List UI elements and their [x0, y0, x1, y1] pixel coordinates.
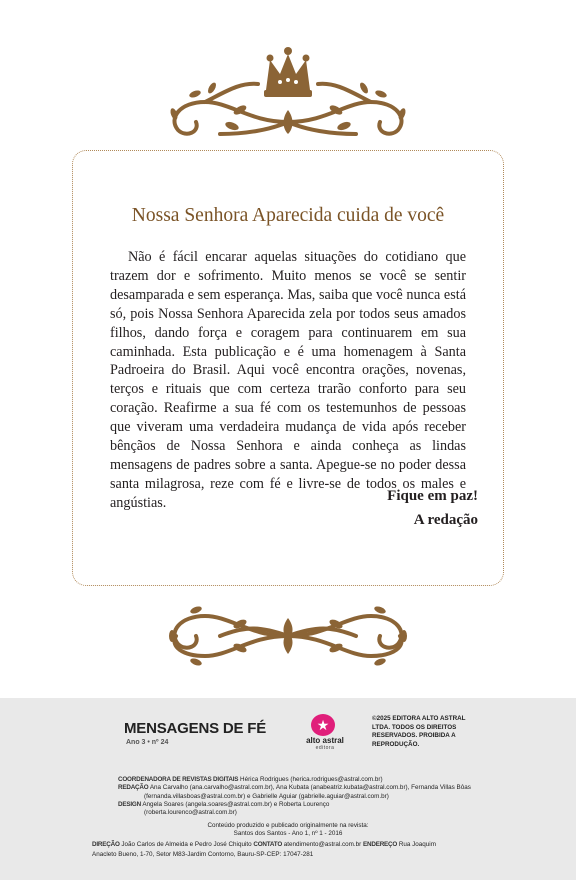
address-text-2: Anacleto Bueno, 1-70, Setor M83-Jardim Contorno, Bauru-SP-CEP: 17047-281: [92, 851, 314, 858]
contact-email: atendimento@astral.com.br: [283, 841, 362, 848]
contact-role: CONTATO: [253, 841, 283, 848]
credit-role: DESIGN: [118, 800, 141, 808]
star-icon: ★: [316, 717, 330, 733]
magazine-title: MENSAGENS DE FÉ: [124, 720, 267, 737]
article-body: [110, 248, 466, 513]
address-text: Rua Joaquim: [398, 841, 436, 848]
signoff-peace: Fique em paz!: [387, 488, 478, 504]
article-title: Nossa Senhora Aparecida cuida de você: [131, 205, 445, 226]
address-role: ENDEREÇO: [363, 841, 398, 848]
credit-text: Angela Soares (angela.soares@astral.com.br) e Roberta Lourenço: [142, 800, 330, 808]
credit-text: (fernanda.villasboas@astral.com.br) e Gabrielle Aguiar (gabrielle.aguiar@astral.com.br): [144, 792, 389, 800]
logo-subtitle: editora: [315, 745, 335, 751]
credit-line: [118, 793, 478, 801]
credit-text: Hérica Rodrigues (herica.rodrigues@astral.com.br): [240, 776, 383, 783]
direction-role: DIREÇÃO: [92, 841, 120, 848]
credit-line: [118, 784, 478, 792]
contact-line: [92, 850, 492, 860]
direction-text: João Carlos de Almeida e Pedro José Chiquito: [121, 841, 252, 848]
logo-name: alto astral: [306, 736, 344, 745]
origin-note: Conteúdo produzido e publicado originalmente na revista:: [207, 822, 369, 829]
signoff-editorial: A redação: [413, 512, 478, 528]
scroll-ornament: [0, 596, 576, 676]
contact-line: [92, 840, 492, 850]
credit-text: (roberta.lourenco@astral.com.br): [144, 809, 237, 817]
credit-line: [118, 801, 478, 809]
credit-role: REDAÇÃO: [118, 784, 149, 792]
alto-astral-logo: [300, 714, 350, 751]
staff-credits: [118, 776, 478, 817]
credit-role: COORDENADORA DE REVISTAS DIGITAIS: [118, 776, 239, 783]
crown-scroll-ornament: [0, 30, 576, 140]
credit-text: Ana Carvalho (ana.carvalho@astral.com.br), Ana Kubata (anabeatriz.kubata@astral.com.br), Fernanda Villas Bôas: [149, 784, 471, 792]
article-paragraph: Não é fácil encarar aquelas situações do cotidiano que trazem dor e sofrimento. Muito menos se você se sentir desamparada e sem esperança. Mas, saiba que você nunca está só, pois Nossa Senhora Aparecida zela por todos seus amados filhos, dando força e coragem para continuarem em sua caminhada. Esta publicação e é uma homenagem à Santa Padroeira do Brasil. Aqui você encontra orações, novenas, terços e rituais que com certeza trarão conforto para seu coração. Reafirme a sua fé com os testemunhos de pessoas que viveram uma verdadeira mudança de vida após receber bênçãos de Nossa Senhora e ainda conheça as lindas mensagens de padres sobre a santa. Apegue-se no poder dessa santa milagrosa, reze com fé e livre-se de todos os males e angústias.: [110, 249, 466, 511]
issue-number: Ano 3 • nº 24: [126, 739, 169, 746]
footer-credits: [0, 698, 576, 880]
copyright-notice: ©2025 EDITORA ALTO ASTRAL LTDA. TODOS OS DIREITOS RESERVADOS. PROIBIDA A REPRODUÇÃO.: [372, 715, 466, 748]
contact-block: [92, 840, 492, 860]
origin-source: Santos dos Santos - Ano 1, nº 1 - 2016: [233, 830, 343, 837]
credit-line: [118, 809, 478, 817]
